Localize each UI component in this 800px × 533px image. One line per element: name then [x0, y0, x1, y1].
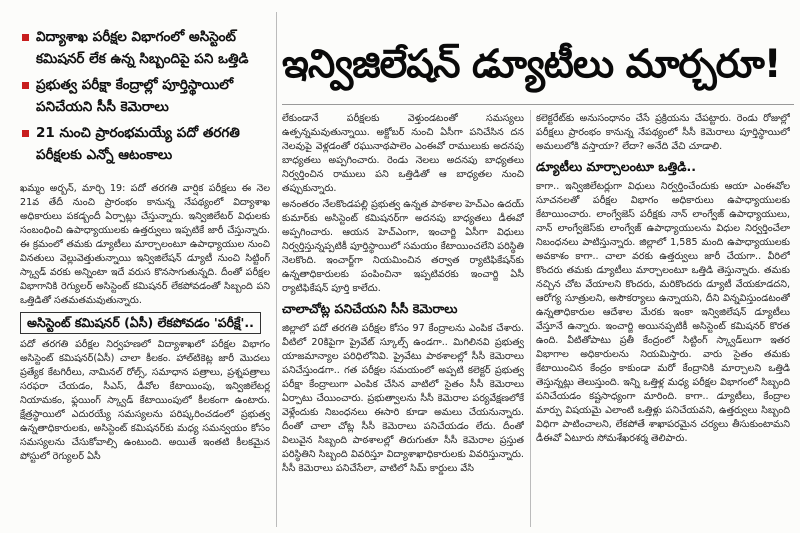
article-paragraph: అనంతరం నేలకొండపల్లి ప్రభుత్వ ఉన్నత పాఠశాల హెచ్ఎం ఉదయ్ కుమార్‌కు అసిస్టెంట్ కమిషనర్‌గా అదనపు బాధ్యతలు డీఈవో అప్పగించారు. ఆయన హెచ్ఎంగా, ఇంచార్జి ఏసీగా విధులు నిర్వర్తిస్తున్నప్పటికీ పూర్తిస్థాయిలో సమయం కేటాయించలేని పరిస్థితి నెలకొంది. ఇంచార్జ్‌గా నియమించిన తర్వాత ర్యాటిఫికేషన్‌కు ఉన్నతాధికారులకు పంపించినా ఇప్పటివరకు ఇంచార్జి ఏసీ ర్యాటిఫికేషన్ పూర్తి కాలేదు.	[282, 199, 524, 294]
summary-bullet	[22, 26, 272, 70]
summary-bullet-text: 21 నుంచి ప్రారంభమయ్యే పదో తరగతి పరీక్షలకు ఎన్నో ఆటంకాలు	[36, 125, 240, 163]
article-paragraph: పదో తరగతి పరీక్షల నిర్వహణలో విద్యాశాఖలో పరీక్షల విభాగం అసిస్టెంట్ కమిషనర్(ఏసీ) చాలా కీలకం. హాల్‌టికెట్ల జారీ మొదలు ప్రత్యేక కేటగిరీలు, నామినల్ రోల్స్, సమాధాన పత్రాలు, ప్రశ్నపత్రాలు సరఫరా చేయడం, సీఎస్, డీవోల కేటాయింపు, ఇన్విజిలేటర్ల నియామకం, ఫ్లయింగ్ స్క్వాడ్ కేటాయింపులో కీలకంగా ఉంటారు. క్షేత్రస్థాయిలో ఎదురయ్యే సమస్యలను పరిష్కరించడంలో ప్రభుత్వ ఉన్నతాధికారులకు, అసిస్టెంట్ కమిషనర్‌కు మధ్య సమన్వయం కోసం సమస్యలను చేసుకోవాల్సి ఉంటుంది. అయితే ఇంతటి కీలకమైన పోస్టులో రెగ్యులర్ ఏసీ	[20, 339, 270, 462]
subheading	[20, 312, 270, 334]
article-column-2	[282, 112, 524, 527]
red-bullet-icon	[22, 130, 29, 137]
article-paragraph: కలెక్టరేట్‌కు అనుసంధానం చేసే ప్రక్రియను చేపట్టారు. రెండు రోజుల్లో పరీక్షలు ప్రారంభం కానున్న నేపథ్యంలో సీసీ కెమెరాలు పూర్తిస్థాయిలో అమలులోకి వస్తాయా? లేదా? అనేది వేచి చూడాలి.	[536, 113, 790, 152]
column-divider	[530, 110, 531, 527]
subheading-text: అసిస్టెంట్ కమిషనర్ (ఏసీ) లేకపోవడం 'పరీక్షే'..	[20, 312, 261, 334]
summary-bullet	[22, 122, 272, 166]
article-paragraph: ఖమ్మం అర్బన్, మార్చి 19: పదో తరగతి వార్షిక పరీక్షలు ఈ నెల 21వ తేదీ నుంచి ప్రారంభం కానున్న నేపథ్యంలో విద్యాశాఖ అధికారులు పకడ్బందీ ఏర్పాట్లు చేస్తున్నారు. ఇన్విజిలేటర్ విధులకు సంబంధించి ఉపాధ్యాయులకు ఉత్తర్వులు ఇప్పటికే జారీ చేస్తున్నారు. ఈ క్రమంలో తమకు డ్యూటీలు మార్చాలంటూ ఉపాధ్యాయుల నుంచి వినతులు వెల్లువెత్తుతున్నాయి ఇన్విజిలేషన్ డ్యూటీ నుంచి సిట్టింగ్ స్క్వాడ్ వరకు అన్నింటా ఇదే వరుస కొనసాగుతున్నది. దీంతో పరీక్షల విభాగానికి రెగ్యులర్ అసిస్టెంట్ కమిషనర్ లేకపోవడంతో సిబ్బంది పని ఒత్తిడితో సతమతమవుతున్నారు.	[20, 183, 270, 306]
article-column-1	[20, 182, 270, 527]
red-bullet-icon	[22, 82, 29, 89]
article-paragraph: కాగా.. ఇన్విజిలేటర్లుగా విధులు నిర్వర్తించేందుకు ఆయా ఎంఈవోల సూచనలతో పరీక్షల విభాగం అధికారులు ఉపాధ్యాయులకు కేటాయించారు. లాంగ్వేజెస్ పరీక్షకు నాన్ లాంగ్వేజ్ ఉపాధ్యాయులు, నాన్ లాంగ్వేజెస్‌కు లాంగ్వేజ్ ఉపాధ్యాయులను విధుల నిర్వర్తించేలా నిబంధనలు పాటిస్తున్నారు. జిల్లాలో 1,585 మంది ఉపాధ్యాయులకు అవకాశం కాగా.. చాలా వరకు ఉత్తర్వులు జారీ చేయగా.. వీరిలో కొందరు తమకు డ్యూటీలు మార్చాలంటూ ఒత్తిడి తెస్తున్నారు. తమకు నచ్చిన చోట వేయాలని కొందరు, మరికొందరు డ్యూటీ వేయకూడదని, ఆరోగ్య సూత్రులని, అసౌకర్యాలు ఉన్నాయని, దీని విన్నవిస్తుండటంతో ఉన్నతాధికారుల ఆదేశాల మేరకు ఇంకా ఇన్విజిలేషన్ డ్యూటీలు వేస్తూనే ఉన్నారు. ఇంచార్జి అయినప్పటికీ అసిస్టెంట్ కమిషనర్ కొరత ఉంది. వీటితోపాటు ప్రతీ కేంద్రంలో సిట్టింగ్ స్క్వాడ్‌లుగా ఇతర విభాగాల అధికారులను నియమిస్తారు. వారు సైతం తమకు కేటాయించిన కేంద్రం కాకుండా మరో కేంద్రానికి మార్చాలని ఒత్తిడి తెస్తున్నట్లు తెలుస్తుంది. ఇన్ని ఒత్తిళ్ల మధ్య పరీక్షల విభాగంలో సిబ్బంది పనిచేయడం కష్టసాధ్యంగా మారింది. కాగా.. డ్యూటీలు, కేంద్రాల మార్పు విషయమై ఎలాంటి ఒత్తిళ్లు పనిచేయవని, ఉత్తర్వులు సిబ్బంది విధిగా పాటించాలని, లేకపోతే శాఖాపరమైన చర్యలు తీసుకుంటామని డీఈవో ఏటూరు సోమశేఖరశర్మ తెలిపారు.	[536, 181, 790, 444]
summary-bullet-text: ప్రభుత్వ పరీక్షా కేంద్రాల్లో పూర్తిస్థాయిలో పనిచేయని సీసీ కెమెరాలు	[36, 77, 234, 115]
summary-bullets	[22, 26, 272, 170]
article-paragraph: జిల్లాలో పదో తరగతి పరీక్షల కోసం 97 కేంద్రాలను ఎంపిక చేశారు. వీటిలో 20కిపైగా ప్రైవేట్ స్కూల్స్ ఉండగా.. మిగిలినవి ప్రభుత్వ యాజమాన్యాల పరిధిలోనివి. ప్రైవేటు పాఠశాలల్లో సీసీ కెమెరాలు పనిచేస్తుండగా.. గత పరీక్షల సమయంలో అప్పటి కలెక్టర్ ప్రభుత్వ పరీక్షా కేంద్రాలుగా ఎంపిక చేసిన వాటిలో సైతం సీసీ కెమెరాలు ఏర్పాటు చేయించారు. ప్రభుత్వాలను సీసీ కెమెరాల పర్యవేక్షణలోకే వెళ్లేందుకు నిబంధనలు ఈసారి కూడా అమలు చేయనున్నారు. దీంతో చాలా చోట్ల సీసీ కెమెరాలు పనిచేయడం లేదు. దీంతో విలువైన సిబ్బంది పాఠశాలల్లో తిరుగుతూ సీసీ కెమెరాల ప్రస్తుత పరిస్థితిని సిబ్బంది వివరిస్తూ విద్యాశాఖాధికారులకు వివరిస్తున్నారు. సీసీ కెమెరాలు పనిచేసేలా, వాటిలో సిమ్ కార్డులు వేసి	[282, 323, 524, 474]
headline-rule	[282, 104, 794, 105]
subheading: చాలాచోట్ల పనిచేయని సీసీ కెమెరాలు	[282, 301, 458, 316]
article-column-3	[536, 112, 790, 527]
red-bullet-icon	[22, 34, 29, 41]
summary-bullet-text: విద్యాశాఖ పరీక్షల విభాగంలో అసిస్టెంట్ కమిషనర్ లేక ఉన్న సిబ్బందిపై పని ఒత్తిడి	[36, 29, 249, 67]
column-divider	[276, 12, 277, 527]
article-paragraph: లేకుండానే పరీక్షలకు వెళ్తుండటంతో సమస్యలు ఉత్పన్నమవుతున్నాయి. అక్టోబర్ నుంచి ఏసీగా పనిచేసిన దన నెలవుపై వెళ్లడంతో రఘునాథపాలెం ఎంఈవో రాములుకు అదనపు బాధ్యతలు అప్పగించారు. రెండు నెలలు అదనపు బాధ్యతలు నిర్వర్తించిన రాములు పని ఒత్తిడితో ఆ బాధ్యతల నుంచి తప్పుకున్నారు.	[282, 113, 524, 194]
summary-bullet	[22, 74, 272, 118]
headline: ఇన్విజిలేషన్ డ్యూటీలు మార్చరూ!	[282, 42, 781, 87]
subheading: డ్యూటీలు మార్చాలంటూ ఒత్తిడి..	[536, 159, 697, 174]
